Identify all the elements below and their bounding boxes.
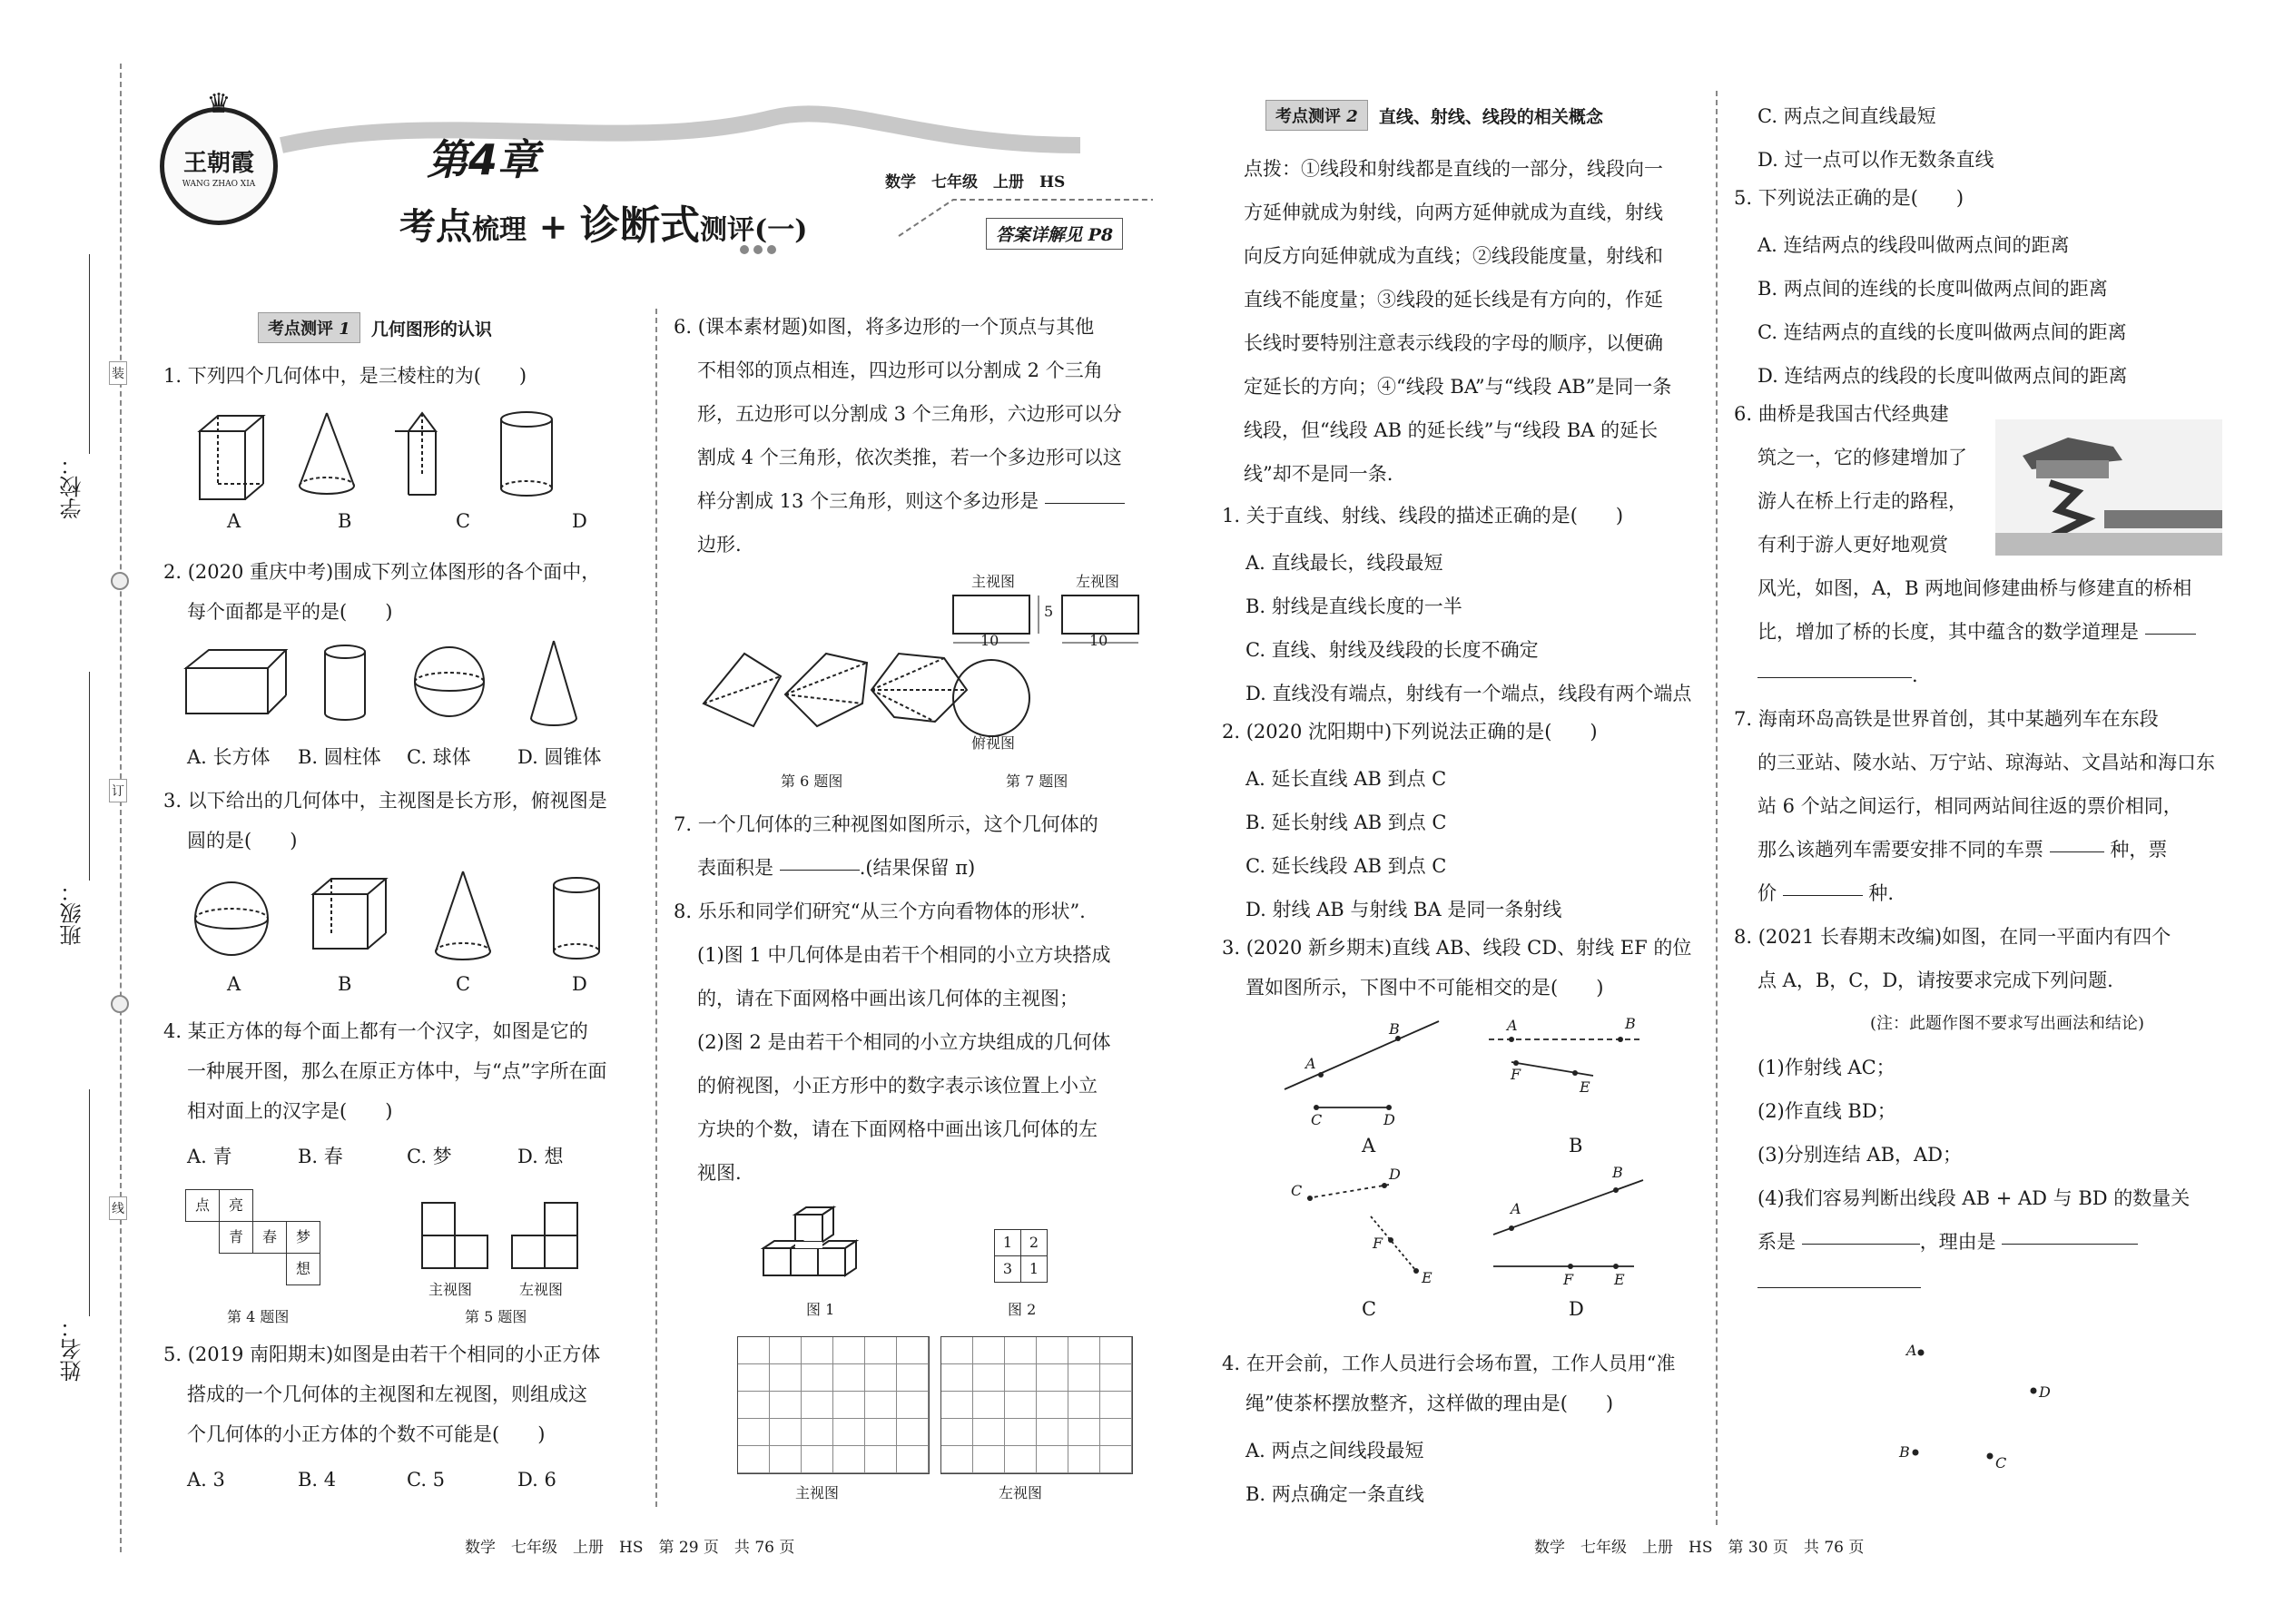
q4-cube-net — [185, 1189, 330, 1285]
section1-title: 几何图形的认识 — [370, 319, 492, 340]
fig7-caption: 第 7 题图 — [1006, 773, 1068, 790]
q7-answer-blank[interactable] — [780, 869, 860, 871]
s1-q2-opt-c[interactable]: C. 球体 — [407, 746, 471, 768]
tip-line-8: 线”却不是同一条. — [1244, 463, 1393, 485]
q3-line-diagrams — [1280, 1017, 1661, 1316]
binding-ring-icon — [111, 572, 129, 590]
s2-q4-opt-b[interactable]: B. 两点确定一条直线 — [1245, 1483, 1424, 1505]
section1-header — [258, 312, 492, 343]
s1-q7-line2: 表面积是 .(结果保留 π) — [697, 857, 976, 879]
column-divider — [1716, 91, 1718, 1525]
q8-reason-blank[interactable] — [2002, 1243, 2138, 1245]
fig2-cell: 2 — [1020, 1229, 1048, 1256]
s2-q4-opt-d[interactable]: D. 过一点可以作无数条直线 — [1757, 149, 1994, 171]
q6b-answer-blank-cont[interactable] — [1757, 676, 1912, 678]
s2-q8-note: (注：此题作图不要求写出画法和结论) — [1870, 1014, 2145, 1033]
s1-q5-line1: 5. (2019 南阳期末)如图是由若干个相同的小正方体 — [163, 1343, 601, 1365]
q1-figures — [182, 408, 617, 508]
name-label: 姓名： — [60, 1316, 85, 1382]
answer-reference: 答案详解见 P8 — [986, 218, 1123, 250]
q1-prism-figure — [395, 413, 436, 495]
s1-q4-opt-d[interactable]: D. 想 — [517, 1146, 564, 1167]
q3-label-b[interactable]: B — [1569, 1135, 1583, 1156]
s2-q8-line2: 点 A，B，C，D，请按要求完成下列问题. — [1757, 969, 2113, 991]
q7-price-blank[interactable] — [1783, 894, 1863, 896]
tip-line-5: 长线时要特别注意表示线段的字母的顺序，以便确 — [1244, 332, 1663, 354]
q3d-pt-e: E — [1614, 1271, 1625, 1288]
s2-q8-part1: (1)作射线 AC； — [1757, 1057, 1895, 1078]
s1-q4-line2: 一种展开图，那么在原正方体中，与“点”字所在面 — [187, 1060, 607, 1082]
section2-header — [1265, 100, 1603, 131]
s2-q1: 1. 关于直线、射线、线段的描述正确的是( ) — [1222, 505, 1624, 527]
q3a-pt-d: D — [1383, 1111, 1395, 1128]
q8-pt-b: B — [1899, 1443, 1910, 1461]
s2-q6-line4: 有利于游人更好地观赏 — [1757, 534, 1948, 556]
fig2-cell: 1 — [1020, 1255, 1048, 1283]
fig7-dim-5: 5 — [1044, 603, 1054, 620]
brand-logo — [160, 88, 278, 225]
class-field[interactable] — [89, 672, 90, 881]
q8-fig2-grid — [994, 1229, 1049, 1284]
school-field[interactable] — [89, 254, 90, 454]
s2-q5: 5. 下列说法正确的是( ) — [1734, 187, 1964, 209]
brand-logo-subtext: WANG ZHAO XIA — [182, 179, 256, 189]
s2-q5-opt-c[interactable]: C. 连结两点的直线的长度叫做两点间的距离 — [1757, 321, 2127, 343]
q7-tickets-blank[interactable] — [2050, 851, 2104, 852]
s1-q4-line3: 相对面上的汉字是( ) — [187, 1100, 393, 1122]
bridge-photo — [1995, 419, 2222, 556]
s2-q8-line1: 8. (2021 长春期末改编)如图，在同一平面内有四个 — [1734, 926, 2171, 948]
s2-q7-line5: 价 种. — [1757, 882, 1895, 904]
s1-q5-opt-b[interactable]: B. 4 — [298, 1469, 337, 1491]
tip-line-1: 点拨：①线段和射线都是直线的一部分，线段向一 — [1244, 158, 1663, 180]
q3a-pt-b: B — [1389, 1020, 1400, 1038]
s2-q3-line2: 置如图所示，下图中不可能相交的是( ) — [1245, 977, 1604, 999]
fig7-front-caption: 主视图 — [971, 573, 1016, 590]
fig2-cell: 1 — [994, 1229, 1021, 1256]
q3-label-a[interactable]: A — [1362, 1135, 1376, 1156]
s1-q7-line1: 7. 一个几何体的三种视图如图所示，这个几何体的 — [674, 813, 1098, 835]
seal-char-1: 装 — [109, 361, 127, 385]
front-view-grid[interactable] — [737, 1336, 930, 1474]
s1-q4-opt-a[interactable]: A. 青 — [187, 1146, 232, 1167]
s1-q4-line1: 4. 某正方体的每个面上都有一个汉字，如图是它的 — [163, 1020, 588, 1042]
brand-logo-text: 王朝霞 — [182, 149, 254, 177]
name-field[interactable] — [89, 1089, 90, 1316]
s2-q4-line1: 4. 在开会前，工作人员进行会场布置，工作人员用“准 — [1222, 1353, 1676, 1374]
s1-q8-line4: (2)图 2 是由若干个相同的小立方块组成的几何体 — [697, 1031, 1111, 1053]
s2-q8-part3: (3)分别连结 AB，AD； — [1757, 1144, 1963, 1166]
q1-cylinder-figure — [501, 412, 552, 496]
s2-q8-part4: (4)我们容易判断出线段 AB + AD 与 BD 的数量关 — [1757, 1187, 2191, 1209]
s2-q7-line2: 的三亚站、陵水站、万宁站、琼海站、文昌站和海口东 — [1757, 752, 2215, 773]
s1-q6-line3: 形，五边形可以分割成 3 个三角形，六边形可以分 — [697, 403, 1122, 425]
s1-q6-line6: 边形. — [697, 534, 742, 556]
s1-q1-opt-c[interactable]: C — [456, 510, 471, 532]
s2-q5-opt-d[interactable]: D. 连结两点的线段的长度叫做两点间的距离 — [1757, 365, 2128, 387]
net-cell: 亮 — [219, 1189, 253, 1222]
left-view-grid[interactable] — [940, 1336, 1133, 1474]
tip-line-6: 定延长的方向；④“线段 BA”与“线段 AB”是同一条 — [1244, 376, 1672, 398]
net-cell: 想 — [286, 1253, 320, 1285]
s2-q7-line1: 7. 海南环岛高铁是世界首创，其中某趟列车在东段 — [1734, 708, 2159, 730]
s2-q1-opt-b[interactable]: B. 射线是直线长度的一半 — [1245, 595, 1462, 617]
q8-relation-blank[interactable] — [1802, 1243, 1920, 1245]
q8-pt-c: C — [1995, 1454, 2007, 1471]
q6-answer-blank[interactable] — [1045, 502, 1125, 504]
page-title — [399, 192, 807, 251]
s1-q4-opt-b[interactable]: B. 春 — [298, 1146, 343, 1167]
s2-q7-line3: 站 6 个站之间运行，相同两站间往返的票价相同， — [1757, 795, 2182, 817]
s1-q1-opt-a[interactable]: A — [227, 510, 241, 532]
tip-line-3: 向反方向延伸就成为直线；②线段能度量，射线和 — [1244, 245, 1663, 267]
s2-q7-line4: 那么该趟列车需要安排不同的车票 种，票 — [1757, 839, 2168, 861]
q3b-pt-b: B — [1625, 1015, 1636, 1032]
s1-q1: 1. 下列四个几何体中，是三棱柱的为( ) — [163, 365, 527, 387]
s2-q4-opt-c[interactable]: C. 两点之间直线最短 — [1757, 105, 1936, 127]
fig2-caption: 图 2 — [1008, 1301, 1037, 1318]
chapter-title: 第4章 — [427, 135, 540, 184]
grid1-caption: 主视图 — [795, 1484, 840, 1501]
s2-q4-opt-a[interactable]: A. 两点之间线段最短 — [1245, 1440, 1424, 1462]
s1-q3-line1: 3. 以下给出的几何体中，主视图是长方形，俯视图是 — [163, 790, 607, 812]
s1-q5-opt-d[interactable]: D. 6 — [517, 1469, 556, 1491]
section2-title: 直线、射线、线段的相关概念 — [1378, 106, 1603, 127]
q3c-pt-c: C — [1291, 1182, 1303, 1199]
s1-q6-line4: 割成 4 个三角形，依次类推，若一个多边形可以这 — [697, 447, 1122, 468]
s1-q2-opt-a[interactable]: A. 长方体 — [187, 746, 271, 768]
s2-q2: 2. (2020 沈阳期中)下列说法正确的是( ) — [1222, 721, 1598, 743]
q3a-pt-a: A — [1305, 1055, 1316, 1072]
fig7-dim-10b: 10 — [1089, 632, 1108, 649]
tip-line-4: 直线不能度量；③线段的延长线是有方向的，作延 — [1244, 289, 1663, 310]
section2-tag: 考点测评 2 — [1265, 100, 1368, 131]
s1-q2-line1: 2. (2020 重庆中考)围成下列立体图形的各个面中， — [163, 561, 601, 583]
q6-polygons — [699, 635, 971, 735]
fig2-cell: 3 — [994, 1255, 1021, 1283]
s2-q6-line2: 筑之一，它的修建增加了 — [1757, 447, 1967, 468]
tip-line-7: 线段，但“线段 AB 的延长线”与“线段 BA 的延长 — [1244, 419, 1659, 441]
school-label: 学校： — [60, 454, 85, 519]
s1-q6-line2: 不相邻的顶点相连，四边形可以分割成 2 个三角 — [697, 359, 1103, 381]
net-cell: 青 — [219, 1221, 253, 1254]
q3a-pt-c: C — [1311, 1111, 1323, 1128]
s1-q8-line5: 的俯视图，小正方形中的数字表示该位置上小立 — [697, 1075, 1098, 1097]
q3c-pt-d: D — [1389, 1166, 1401, 1183]
s1-q8-line7: 视图. — [697, 1162, 742, 1184]
s2-q1-opt-c[interactable]: C. 直线、射线及线段的长度不确定 — [1245, 639, 1539, 661]
q3b-pt-a: A — [1507, 1017, 1518, 1034]
s2-q6-line3: 游人在桥上行走的路程， — [1757, 490, 1967, 512]
fig5-caption: 第 5 题图 — [465, 1308, 527, 1325]
s1-q3-line2: 圆的是( ) — [187, 830, 298, 851]
s1-q2-line2: 每个面都是平的是( ) — [187, 601, 393, 623]
binding-dashed-line — [120, 64, 122, 1552]
fig6-caption: 第 6 题图 — [781, 773, 843, 790]
fig5-left-caption: 左视图 — [519, 1281, 564, 1298]
q3b-pt-e: E — [1580, 1078, 1590, 1096]
q3-figures — [182, 871, 617, 971]
s1-q8-line3: 的，请在下面网格中画出该几何体的主视图； — [697, 988, 1078, 1009]
q6b-answer-blank[interactable] — [2145, 633, 2196, 635]
q3-label-c[interactable]: C — [1362, 1298, 1377, 1320]
q3c-pt-e: E — [1422, 1269, 1433, 1286]
fig1-caption: 图 1 — [806, 1301, 835, 1318]
s1-q8-line6: 方块的个数，请在下面网格中画出该几何体的左 — [697, 1118, 1098, 1140]
s2-q4-line2: 绳”使茶杯摆放整齐，这样做的理由是( ) — [1245, 1393, 1614, 1414]
q3b-pt-f: F — [1511, 1066, 1521, 1083]
s2-q8-part5: 系是 ，理由是 — [1757, 1222, 2138, 1262]
s2-q2-opt-c[interactable]: C. 延长线段 AB 到点 C — [1245, 855, 1447, 877]
fig5-front-caption: 主视图 — [428, 1281, 473, 1298]
fig7-top-caption: 俯视图 — [971, 734, 1016, 752]
title-part-b: 梳理 — [472, 214, 527, 246]
s1-q3-opt-a[interactable]: A — [227, 973, 241, 995]
q3d-pt-a: A — [1511, 1200, 1521, 1217]
net-cell: 春 — [252, 1221, 287, 1254]
q1-cone-figure — [300, 413, 354, 494]
s1-q1-opt-d[interactable]: D — [572, 510, 587, 532]
q8-pt-d: D — [2039, 1383, 2051, 1401]
q8-fig1-cubes — [759, 1207, 886, 1289]
net-cell: 梦 — [286, 1221, 320, 1254]
column-divider — [655, 309, 657, 1507]
s1-q6-line5: 样分割成 13 个三角形，则这个多边形是 — [697, 481, 1125, 521]
s1-q8-line1: 8. 乐乐和同学们研究“从三个方向看物体的形状”. — [674, 901, 1086, 922]
s2-q6-line1: 6. 曲桥是我国古代经典建 — [1734, 403, 1949, 425]
s2-q5-opt-b[interactable]: B. 两点间的连线的长度叫做两点间的距离 — [1757, 278, 2108, 300]
s2-q8-part6 — [1757, 1265, 1921, 1305]
s2-q1-opt-a[interactable]: A. 直线最长，线段最短 — [1245, 552, 1443, 574]
fig7-dim-10a: 10 — [980, 632, 999, 649]
footer-right: 数学 七年级 上册 HS 第 30 页 共 76 页 — [1534, 1539, 1865, 1557]
s2-q2-opt-d[interactable]: D. 射线 AB 与射线 BA 是同一条射线 — [1245, 899, 1562, 920]
s1-q6-line1: 6. (课本素材题)如图，将多边形的一个顶点与其他 — [674, 316, 1095, 338]
q3-label-d[interactable]: D — [1569, 1298, 1584, 1320]
s1-q5-opt-c[interactable]: C. 5 — [407, 1469, 446, 1491]
s1-q2-opt-b[interactable]: B. 圆柱体 — [298, 746, 381, 768]
s1-q3-opt-b[interactable]: B — [338, 973, 352, 995]
fig4-caption: 第 4 题图 — [227, 1308, 290, 1325]
footer-left: 数学 七年级 上册 HS 第 29 页 共 76 页 — [465, 1539, 795, 1557]
binding-ring-icon — [111, 995, 129, 1013]
grid2-caption: 左视图 — [999, 1484, 1043, 1501]
s2-q2-opt-a[interactable]: A. 延长直线 AB 到点 C — [1245, 768, 1447, 790]
s1-q2-opt-d[interactable]: D. 圆锥体 — [517, 746, 602, 768]
class-label: 班级： — [60, 881, 85, 946]
s2-q5-opt-a[interactable]: A. 连结两点的线段叫做两点间的距离 — [1757, 234, 2070, 256]
title-part-c: 诊断式 — [580, 202, 700, 249]
title-plus: + — [538, 206, 568, 247]
seal-char-3: 线 — [109, 1196, 127, 1220]
q8-reason-blank-cont[interactable] — [1757, 1286, 1921, 1288]
s1-q5-opt-a[interactable]: A. 3 — [187, 1469, 225, 1491]
q2-figures — [182, 641, 617, 741]
s2-q6-line7: . — [1757, 655, 1918, 695]
s1-q3-opt-c[interactable]: C — [456, 973, 471, 995]
q3c-pt-f: F — [1373, 1235, 1383, 1252]
s2-q1-opt-d[interactable]: D. 直线没有端点，射线有一个端点，线段有两个端点 — [1245, 683, 1692, 704]
s2-q2-opt-b[interactable]: B. 延长射线 AB 到点 C — [1245, 812, 1447, 833]
s2-q6-line6: 比，增加了桥的长度，其中蕴含的数学道理是 — [1757, 612, 2196, 652]
s1-q5-line2: 搭成的一个几何体的主视图和左视图，则组成这 — [187, 1383, 587, 1405]
net-cell: 点 — [185, 1189, 220, 1222]
s2-q6-line5: 风光，如图，A，B 两地间修建曲桥与修建直的桥相 — [1757, 577, 2192, 599]
fig7-left-caption: 左视图 — [1076, 573, 1120, 590]
seal-char-2: 订 — [109, 779, 127, 802]
s1-q4-opt-c[interactable]: C. 梦 — [407, 1146, 452, 1167]
q3d-pt-b: B — [1612, 1164, 1623, 1181]
header-meta: 数学 七年级 上册 HS — [885, 173, 1066, 192]
s1-q5-line3: 个几何体的小正方体的个数不可能是( ) — [187, 1423, 546, 1445]
s2-q8-part2: (2)作直线 BD； — [1757, 1100, 1896, 1122]
q5-views — [418, 1198, 599, 1280]
s2-q3-line1: 3. (2020 新乡期末)直线 AB、线段 CD、射线 EF 的位 — [1222, 937, 1692, 959]
s1-q3-opt-d[interactable]: D — [572, 973, 587, 995]
s1-q1-opt-b[interactable]: B — [338, 510, 352, 532]
q1-cuboid-figure — [200, 416, 263, 499]
title-part-a: 考点 — [399, 205, 472, 248]
s1-q8-line2: (1)图 1 中几何体是由若干个相同的小立方块搭成 — [697, 944, 1111, 966]
section1-tag: 考点测评 1 — [258, 312, 360, 343]
brand-logo-crown-icon: ♛ — [206, 88, 231, 120]
title-part-d: 测评(一) — [700, 214, 808, 246]
q3d-pt-f: F — [1563, 1271, 1574, 1288]
tip-line-2: 方延伸就成为射线，向两方延伸就成为直线，射线 — [1244, 202, 1663, 223]
q8-pt-a: A — [1906, 1342, 1917, 1359]
